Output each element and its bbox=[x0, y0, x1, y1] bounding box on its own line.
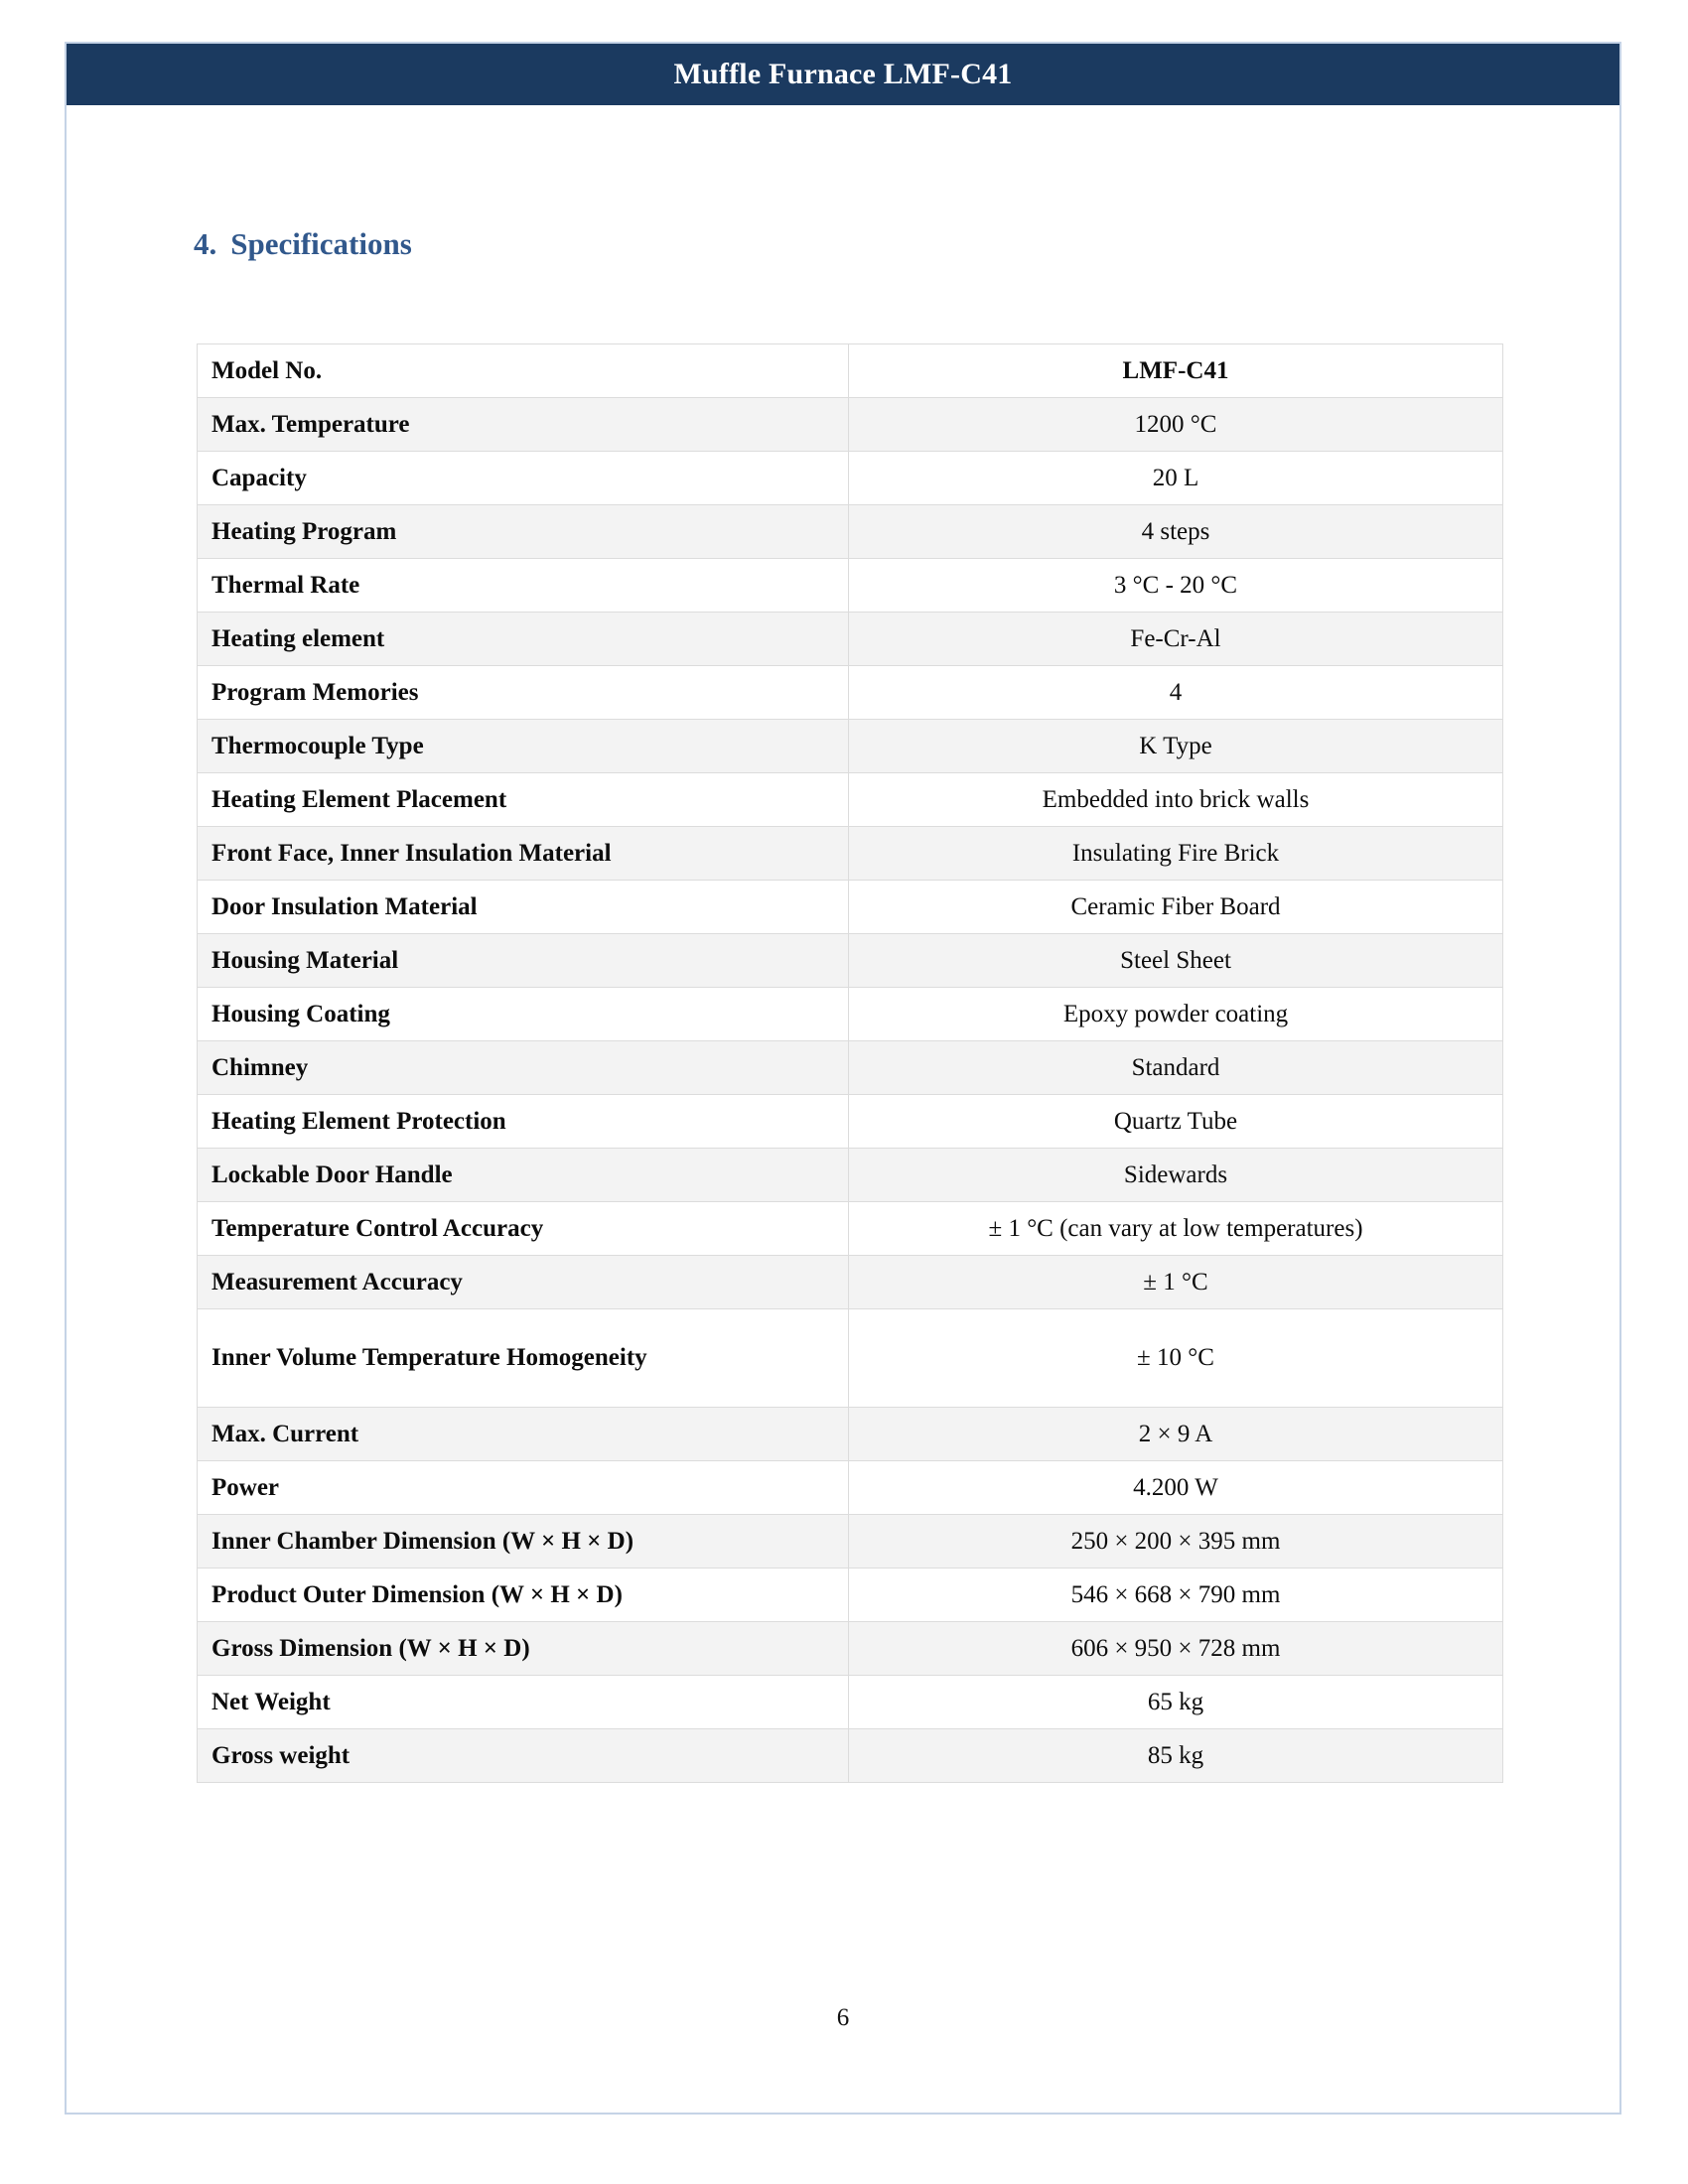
spec-label: Inner Chamber Dimension (W × H × D) bbox=[198, 1515, 849, 1569]
spec-value: 2 × 9 A bbox=[849, 1408, 1503, 1461]
section-heading bbox=[194, 226, 412, 262]
spec-label: Temperature Control Accuracy bbox=[198, 1202, 849, 1256]
table-row bbox=[198, 720, 1503, 773]
page-number: 6 bbox=[836, 2004, 850, 2031]
spec-value: ± 10 °C bbox=[849, 1309, 1503, 1408]
spec-label: Housing Material bbox=[198, 934, 849, 988]
document-page bbox=[65, 42, 1621, 2115]
table-row bbox=[198, 934, 1503, 988]
table-row bbox=[198, 505, 1503, 559]
spec-value: 20 L bbox=[849, 452, 1503, 505]
spec-label: Thermocouple Type bbox=[198, 720, 849, 773]
spec-value: 4 steps bbox=[849, 505, 1503, 559]
table-row bbox=[198, 1309, 1503, 1408]
spec-value: LMF-C41 bbox=[849, 344, 1503, 398]
spec-value: Insulating Fire Brick bbox=[849, 827, 1503, 881]
spec-label: Chimney bbox=[198, 1041, 849, 1095]
specifications-table bbox=[197, 343, 1503, 1783]
spec-label: Door Insulation Material bbox=[198, 881, 849, 934]
table-row bbox=[198, 827, 1503, 881]
spec-value: Fe-Cr-Al bbox=[849, 613, 1503, 666]
table-row bbox=[198, 1622, 1503, 1676]
spec-label: Heating Element Placement bbox=[198, 773, 849, 827]
spec-label: Heating element bbox=[198, 613, 849, 666]
spec-label: Thermal Rate bbox=[198, 559, 849, 613]
spec-label: Gross weight bbox=[198, 1729, 849, 1783]
section-title: Specifications bbox=[230, 226, 412, 261]
table-row bbox=[198, 1676, 1503, 1729]
spec-label: Front Face, Inner Insulation Material bbox=[198, 827, 849, 881]
table-row bbox=[198, 398, 1503, 452]
table-row bbox=[198, 1729, 1503, 1783]
table-row bbox=[198, 1569, 1503, 1622]
table-row bbox=[198, 344, 1503, 398]
spec-value: Steel Sheet bbox=[849, 934, 1503, 988]
table-row bbox=[198, 988, 1503, 1041]
spec-label: Max. Temperature bbox=[198, 398, 849, 452]
spec-label: Program Memories bbox=[198, 666, 849, 720]
spec-value: Standard bbox=[849, 1041, 1503, 1095]
table-row bbox=[198, 1041, 1503, 1095]
document-title: Muffle Furnace LMF-C41 bbox=[673, 58, 1013, 90]
spec-label: Housing Coating bbox=[198, 988, 849, 1041]
table-row bbox=[198, 1256, 1503, 1309]
specifications-table-container bbox=[197, 343, 1503, 1783]
spec-label: Capacity bbox=[198, 452, 849, 505]
spec-value: 85 kg bbox=[849, 1729, 1503, 1783]
table-row bbox=[198, 559, 1503, 613]
section-number: 4. bbox=[194, 226, 217, 261]
table-row bbox=[198, 1149, 1503, 1202]
spec-value: ± 1 °C (can vary at low temperatures) bbox=[849, 1202, 1503, 1256]
spec-value: 546 × 668 × 790 mm bbox=[849, 1569, 1503, 1622]
table-row bbox=[198, 1408, 1503, 1461]
spec-label: Inner Volume Temperature Homogeneity bbox=[198, 1309, 849, 1408]
table-row bbox=[198, 452, 1503, 505]
spec-label: Net Weight bbox=[198, 1676, 849, 1729]
table-row bbox=[198, 1461, 1503, 1515]
spec-value: 4.200 W bbox=[849, 1461, 1503, 1515]
spec-value: K Type bbox=[849, 720, 1503, 773]
spec-label: Product Outer Dimension (W × H × D) bbox=[198, 1569, 849, 1622]
spec-value: 4 bbox=[849, 666, 1503, 720]
spec-value: Embedded into brick walls bbox=[849, 773, 1503, 827]
table-row bbox=[198, 1515, 1503, 1569]
spec-label: Power bbox=[198, 1461, 849, 1515]
spec-label: Gross Dimension (W × H × D) bbox=[198, 1622, 849, 1676]
spec-label: Measurement Accuracy bbox=[198, 1256, 849, 1309]
spec-label: Heating Element Protection bbox=[198, 1095, 849, 1149]
spec-value: ± 1 °C bbox=[849, 1256, 1503, 1309]
table-row bbox=[198, 1095, 1503, 1149]
spec-value: 3 °C - 20 °C bbox=[849, 559, 1503, 613]
page-header-banner bbox=[67, 44, 1619, 105]
spec-label: Heating Program bbox=[198, 505, 849, 559]
spec-label: Max. Current bbox=[198, 1408, 849, 1461]
spec-value: Epoxy powder coating bbox=[849, 988, 1503, 1041]
spec-value: Quartz Tube bbox=[849, 1095, 1503, 1149]
spec-value: 250 × 200 × 395 mm bbox=[849, 1515, 1503, 1569]
spec-value: 606 × 950 × 728 mm bbox=[849, 1622, 1503, 1676]
table-row bbox=[198, 613, 1503, 666]
table-row bbox=[198, 773, 1503, 827]
spec-value: 1200 °C bbox=[849, 398, 1503, 452]
spec-value: 65 kg bbox=[849, 1676, 1503, 1729]
spec-label: Lockable Door Handle bbox=[198, 1149, 849, 1202]
spec-value: Sidewards bbox=[849, 1149, 1503, 1202]
spec-label: Model No. bbox=[198, 344, 849, 398]
spec-value: Ceramic Fiber Board bbox=[849, 881, 1503, 934]
table-row bbox=[198, 881, 1503, 934]
table-row bbox=[198, 1202, 1503, 1256]
table-row bbox=[198, 666, 1503, 720]
